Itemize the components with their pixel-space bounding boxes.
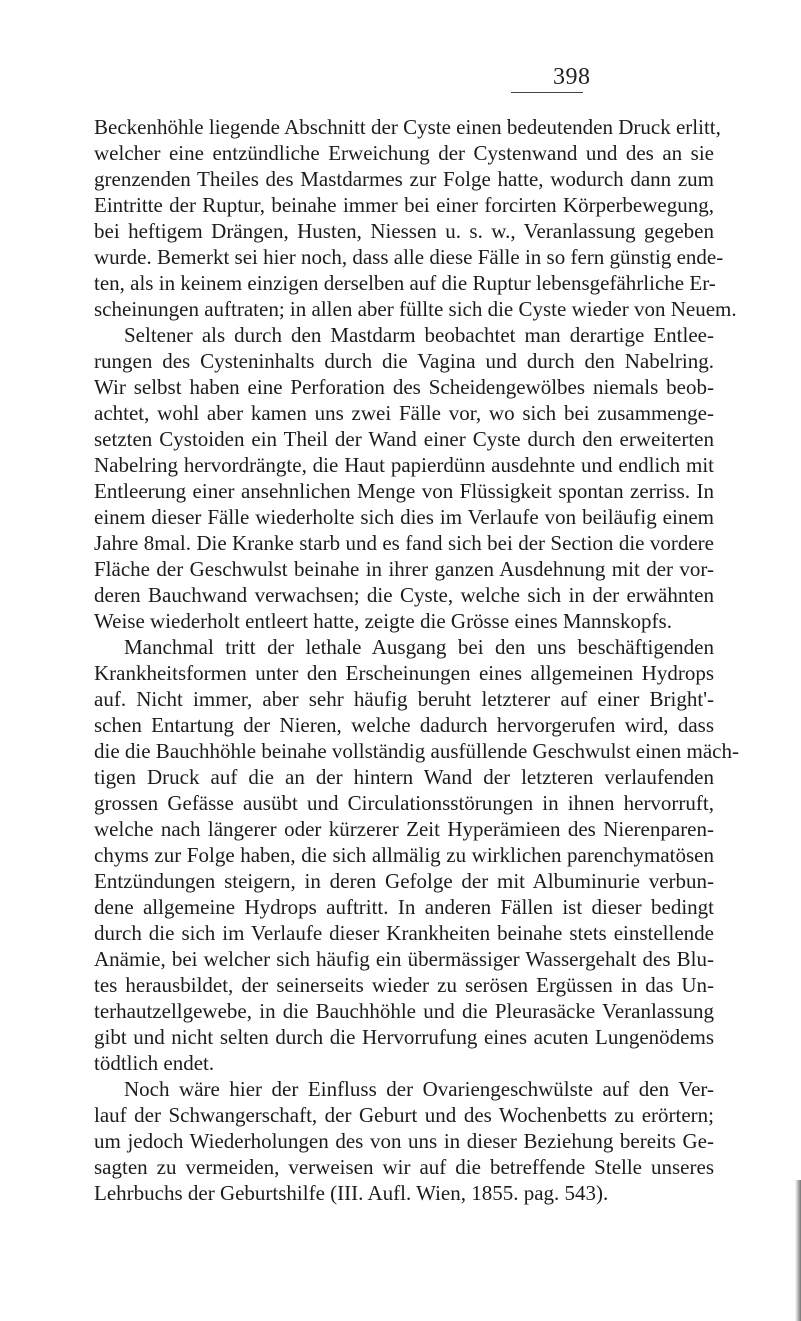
text-line: Nabelring hervordrängte, die Haut papierdünn ausdehnte und endlich mit bbox=[94, 453, 714, 477]
text-line: wurde. Bemerkt sei hier noch, dass alle diese Fälle in so fern günstig ende- bbox=[94, 245, 724, 269]
text-line: lauf der Schwangerschaft, der Geburt und des Wochenbetts zu erörtern; bbox=[94, 1103, 714, 1127]
text-line: Entzündungen steigern, in deren Gefolge der mit Albuminurie verbun- bbox=[94, 869, 714, 893]
text-line: Krankheitsformen unter den Erscheinungen eines allgemeinen Hydrops bbox=[94, 661, 714, 685]
text-line: Beckenhöhle liegende Abschnitt der Cyste einen bedeutenden Druck erlitt, bbox=[94, 115, 721, 139]
text-line: terhautzellgewebe, in die Bauchhöhle und die Pleurasäcke Veranlassung bbox=[94, 999, 714, 1023]
text-line: Lehrbuchs der Geburtshilfe (III. Aufl. Wien, 1855. pag. 543). bbox=[94, 1181, 609, 1205]
text-line: Eintritte der Ruptur, beinahe immer bei einer forcirten Körperbewegung, bbox=[94, 193, 714, 217]
text-line: scheinungen auftraten; in allen aber füllte sich die Cyste wieder von Neuem. bbox=[94, 297, 737, 321]
text-line: gibt und nicht selten durch die Hervorrufung eines acuten Lungenödems bbox=[94, 1025, 714, 1049]
text-line: tes herausbildet, der seinerseits wieder zu serösen Ergüssen in das Un- bbox=[94, 973, 714, 997]
text-line: auf. Nicht immer, aber sehr häufig beruht letzterer auf einer Bright'- bbox=[94, 687, 714, 711]
text-line: rungen des Cysteninhalts durch die Vagina und durch den Nabelring. bbox=[94, 349, 714, 373]
text-line: ten, als in keinem einzigen derselben auf die Ruptur lebensgefährliche Er- bbox=[94, 271, 716, 295]
text-line: durch die sich im Verlaufe dieser Krankheiten beinahe stets einstellende bbox=[94, 921, 714, 945]
text-line: Noch wäre hier der Einfluss der Ovariengeschwülste auf den Ver- bbox=[124, 1077, 714, 1101]
text-line: schen Entartung der Nieren, welche dadurch hervorgerufen wird, dass bbox=[94, 713, 714, 737]
body-text bbox=[94, 114, 739, 1206]
text-line: Entleerung einer ansehnlichen Menge von Flüssigkeit spontan zerriss. In bbox=[94, 479, 714, 503]
text-line: Fläche der Geschwulst beinahe in ihrer ganzen Ausdehnung mit der vor- bbox=[94, 557, 714, 581]
text-line: Seltener als durch den Mastdarm beobachtet man derartige Entlee- bbox=[124, 323, 714, 347]
page-edge-shadow bbox=[795, 1180, 801, 1321]
paragraph bbox=[94, 634, 739, 1076]
paragraph bbox=[94, 1076, 714, 1206]
text-line: bei heftigem Drängen, Husten, Niessen u. s. w., Veranlassung gegeben bbox=[94, 219, 714, 243]
text-line: sagten zu vermeiden, verweisen wir auf die betreffende Stelle unseres bbox=[94, 1155, 714, 1179]
paragraph bbox=[94, 114, 737, 322]
text-line: Weise wiederholt entleert hatte, zeigte die Grösse eines Mannskopfs. bbox=[94, 609, 672, 633]
text-line: Wir selbst haben eine Perforation des Scheidengewölbes niemals beob- bbox=[94, 375, 714, 399]
text-line: grenzenden Theiles des Mastdarmes zur Folge hatte, wodurch dann zum bbox=[94, 167, 714, 191]
text-line: dene allgemeine Hydrops auftritt. In anderen Fällen ist dieser bedingt bbox=[94, 895, 714, 919]
text-line: welche nach längerer oder kürzerer Zeit Hyperämieen des Nierenparen- bbox=[94, 817, 714, 841]
text-line: chyms zur Folge haben, die sich allmälig zu wirklichen parenchymatösen bbox=[94, 843, 714, 867]
text-line: welcher eine entzündliche Erweichung der Cystenwand und des an sie bbox=[94, 141, 714, 165]
text-line: deren Bauchwand verwachsen; die Cyste, welche sich in der erwähnten bbox=[94, 583, 714, 607]
page-number-rule bbox=[511, 92, 583, 93]
paragraph bbox=[94, 322, 714, 634]
text-line: einem dieser Fälle wiederholte sich dies im Verlaufe von beiläufig einem bbox=[94, 505, 714, 529]
page-number: 398 bbox=[553, 64, 591, 90]
text-line: setzten Cystoiden ein Theil der Wand einer Cyste durch den erweiterten bbox=[94, 427, 714, 451]
text-line: Jahre 8mal. Die Kranke starb und es fand sich bei der Section die vordere bbox=[94, 531, 714, 555]
text-line: die die Bauchhöhle beinahe vollständig ausfüllende Geschwulst einen mäch- bbox=[94, 739, 739, 763]
text-line: tigen Druck auf die an der hintern Wand der letzteren verlaufenden bbox=[94, 765, 714, 789]
text-line: Anämie, bei welcher sich häufig ein übermässiger Wassergehalt des Blu- bbox=[94, 947, 714, 971]
text-line: um jedoch Wiederholungen des von uns in dieser Beziehung bereits Ge- bbox=[94, 1129, 714, 1153]
text-line: achtet, wohl aber kamen uns zwei Fälle vor, wo sich bei zusammenge- bbox=[94, 401, 714, 425]
text-line: tödtlich endet. bbox=[94, 1051, 215, 1075]
text-line: Manchmal tritt der lethale Ausgang bei den uns beschäftigenden bbox=[124, 635, 714, 659]
text-line: grossen Gefässe ausübt und Circulationsstörungen in ihnen hervorruft, bbox=[94, 791, 714, 815]
